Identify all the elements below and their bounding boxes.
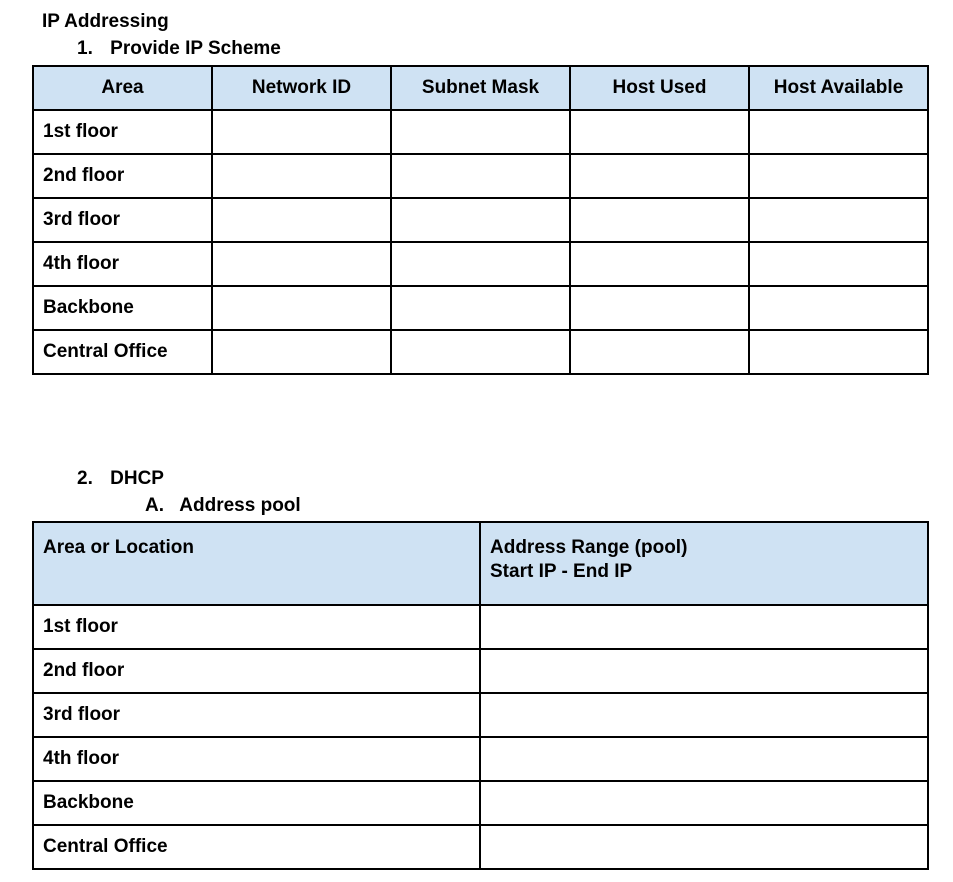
dhcp-address-pool-table: [32, 521, 929, 870]
item-2-number: 2.: [77, 468, 93, 489]
table-row: [33, 330, 928, 374]
table-row: [33, 781, 928, 825]
address-range-cell[interactable]: [480, 649, 928, 693]
subnet-mask-cell[interactable]: [391, 242, 570, 286]
ip-header-area: Area: [33, 66, 212, 110]
network-id-cell[interactable]: [212, 286, 391, 330]
dhcp-row-area: Backbone: [33, 781, 480, 825]
ip-row-area: 2nd floor: [33, 154, 212, 198]
table-row: [33, 198, 928, 242]
table-row: [33, 286, 928, 330]
address-range-cell[interactable]: [480, 605, 928, 649]
subnet-mask-cell[interactable]: [391, 286, 570, 330]
host-used-cell[interactable]: [570, 198, 749, 242]
network-id-cell[interactable]: [212, 242, 391, 286]
ip-header-subnet-mask: Subnet Mask: [391, 66, 570, 110]
host-available-cell[interactable]: [749, 154, 928, 198]
table-row: [33, 693, 928, 737]
address-range-cell[interactable]: [480, 693, 928, 737]
address-range-cell[interactable]: [480, 825, 928, 869]
table-row: [33, 605, 928, 649]
host-available-cell[interactable]: [749, 242, 928, 286]
table-row: [33, 649, 928, 693]
dhcp-header-range-line2: Start IP - End IP: [490, 560, 633, 582]
address-range-cell[interactable]: [480, 737, 928, 781]
ip-row-area: Backbone: [33, 286, 212, 330]
ip-row-area: Central Office: [33, 330, 212, 374]
dhcp-row-area: 4th floor: [33, 737, 480, 781]
dhcp-header-range-line1: Address Range (pool): [490, 537, 688, 558]
table-row: [33, 242, 928, 286]
table-row: [33, 154, 928, 198]
subnet-mask-cell[interactable]: [391, 154, 570, 198]
network-id-cell[interactable]: [212, 110, 391, 154]
dhcp-header-range: [480, 522, 928, 605]
item-1-heading: [77, 39, 281, 58]
host-used-cell[interactable]: [570, 242, 749, 286]
item-1-title: Provide IP Scheme: [110, 38, 281, 59]
host-used-cell[interactable]: [570, 154, 749, 198]
subitem-a-heading: [145, 496, 301, 515]
ip-header-host-used: Host Used: [570, 66, 749, 110]
ip-header-network-id: Network ID: [212, 66, 391, 110]
ip-header-host-available: Host Available: [749, 66, 928, 110]
network-id-cell[interactable]: [212, 330, 391, 374]
host-available-cell[interactable]: [749, 330, 928, 374]
dhcp-row-area: 1st floor: [33, 605, 480, 649]
subitem-a-letter: A.: [145, 495, 164, 516]
network-id-cell[interactable]: [212, 154, 391, 198]
host-available-cell[interactable]: [749, 198, 928, 242]
table-row: [33, 825, 928, 869]
ip-scheme-table: [32, 65, 929, 375]
section-title: IP Addressing: [42, 11, 169, 32]
ip-row-area: 3rd floor: [33, 198, 212, 242]
dhcp-header-area: Area or Location: [33, 522, 480, 605]
dhcp-table-header-row: [33, 522, 928, 605]
item-1-number: 1.: [77, 38, 93, 59]
subnet-mask-cell[interactable]: [391, 198, 570, 242]
network-id-cell[interactable]: [212, 198, 391, 242]
host-used-cell[interactable]: [570, 330, 749, 374]
ip-row-area: 4th floor: [33, 242, 212, 286]
dhcp-row-area: 3rd floor: [33, 693, 480, 737]
item-2-title: DHCP: [110, 468, 164, 489]
table-row: [33, 110, 928, 154]
host-used-cell[interactable]: [570, 286, 749, 330]
subnet-mask-cell[interactable]: [391, 330, 570, 374]
ip-table-header-row: [33, 66, 928, 110]
address-range-cell[interactable]: [480, 781, 928, 825]
subitem-a-title: Address pool: [179, 495, 301, 516]
dhcp-row-area: Central Office: [33, 825, 480, 869]
dhcp-row-area: 2nd floor: [33, 649, 480, 693]
host-available-cell[interactable]: [749, 110, 928, 154]
subnet-mask-cell[interactable]: [391, 110, 570, 154]
host-available-cell[interactable]: [749, 286, 928, 330]
ip-row-area: 1st floor: [33, 110, 212, 154]
item-2-heading: [77, 469, 164, 488]
table-row: [33, 737, 928, 781]
host-used-cell[interactable]: [570, 110, 749, 154]
